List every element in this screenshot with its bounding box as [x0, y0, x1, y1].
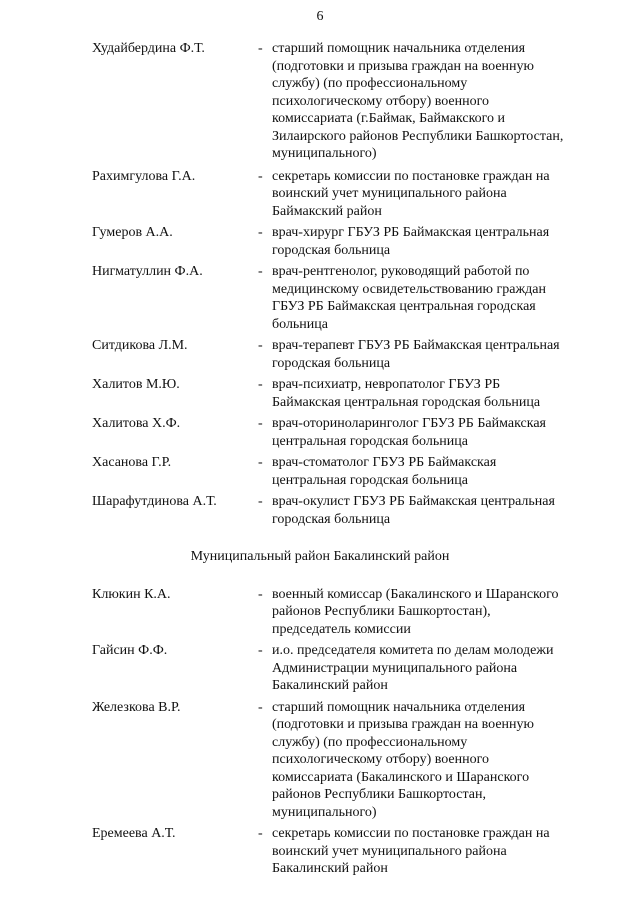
member-role: врач-окулист ГБУЗ РБ Баймакская центральная городская больница [272, 494, 555, 527]
member-role: старший помощник начальника отделения (подготовки и призыва граждан на военную службу) (по профессиональному психологическому отбору) военного комиссариата (Бакалинского и Шаранского районов Республики Башкортостан, муниципального) [272, 699, 534, 820]
member-name: Халитов М.Ю. [92, 377, 180, 392]
member-name: Рахимгулова Г.А. [92, 168, 196, 184]
member-name: Гумеров А.А. [92, 225, 173, 240]
member-role: секретарь комиссии по постановке граждан на воинский учет муниципального района Бакалинский район [272, 826, 550, 876]
member-name: Ситдикова Л.М. [92, 338, 188, 353]
dash-separator: - [258, 41, 263, 56]
dash-separator: - [258, 264, 263, 279]
commission-list-bakaly [92, 586, 612, 878]
member-entry [92, 168, 612, 221]
section-heading: Муниципальный район Бакалинский район [190, 549, 450, 564]
dash-separator: - [258, 416, 263, 431]
member-role: врач-стоматолог ГБУЗ РБ Баймакская центральная городская больница [272, 455, 497, 488]
dash-separator: - [258, 377, 263, 392]
member-name: Еремеева А.Т. [92, 826, 176, 841]
member-name: Халитова Х.Ф. [92, 416, 181, 431]
member-role: военный комиссар (Бакалинского и Шаранского районов Республики Башкортостан), председатель комиссии [272, 586, 559, 637]
member-role: врач-хирург ГБУЗ РБ Баймакская центральная городская больница [272, 225, 550, 258]
member-entry [92, 493, 612, 528]
member-role: старший помощник начальника отделения (подготовки и призыва граждан на военную службу) (по профессиональному психологическому отбору) военного комиссариата (г.Баймак, Баймакского и Зилаирского районов Республики Башкортостан, муниципального) [272, 41, 564, 161]
member-name: Хасанова Г.Р. [92, 455, 172, 470]
member-role: врач-психиатр, невропатолог ГБУЗ РБ Баймакская центральная городская больница [272, 377, 541, 410]
member-name: Железкова В.Р. [92, 699, 181, 715]
member-entry [92, 415, 612, 450]
member-name: Шарафутдинова А.Т. [92, 494, 217, 509]
member-entry [92, 642, 612, 695]
member-role: врач-рентгенолог, руководящий работой по медицинскому освидетельствованию граждан ГБУЗ РБ Баймакская центральная городская больница [272, 264, 546, 332]
member-entry [92, 825, 612, 878]
dash-separator: - [258, 643, 263, 658]
member-entry [92, 224, 612, 259]
member-entry [92, 586, 612, 639]
dash-separator: - [258, 225, 263, 240]
dash-separator: - [258, 586, 263, 602]
member-role: врач-терапевт ГБУЗ РБ Баймакская центральная городская больница [272, 338, 560, 371]
member-entry [92, 337, 612, 372]
member-role: секретарь комиссии по постановке граждан на воинский учет муниципального района Баймакский район [272, 168, 550, 219]
member-entry [92, 699, 612, 822]
member-entry [92, 376, 612, 411]
member-name: Гайсин Ф.Ф. [92, 643, 168, 658]
member-role: врач-оториноларинголог ГБУЗ РБ Баймакская центральная городская больница [272, 416, 546, 449]
dash-separator: - [258, 338, 263, 353]
member-entry [92, 454, 612, 489]
dash-separator: - [258, 455, 263, 470]
page-number: 6 [316, 9, 324, 24]
member-role: и.о. председателя комитета по делам молодежи Администрации муниципального района Бакалинский район [272, 643, 554, 693]
dash-separator: - [258, 699, 263, 715]
dash-separator: - [258, 826, 263, 841]
member-entry [92, 40, 612, 163]
commission-list-baymak [92, 40, 612, 528]
member-name: Клюкин К.А. [92, 586, 171, 602]
member-entry [92, 263, 612, 333]
dash-separator: - [258, 494, 263, 509]
dash-separator: - [258, 168, 263, 184]
document-body [92, 40, 612, 878]
member-name: Нигматуллин Ф.А. [92, 264, 203, 279]
member-name: Худайбердина Ф.Т. [92, 41, 205, 56]
